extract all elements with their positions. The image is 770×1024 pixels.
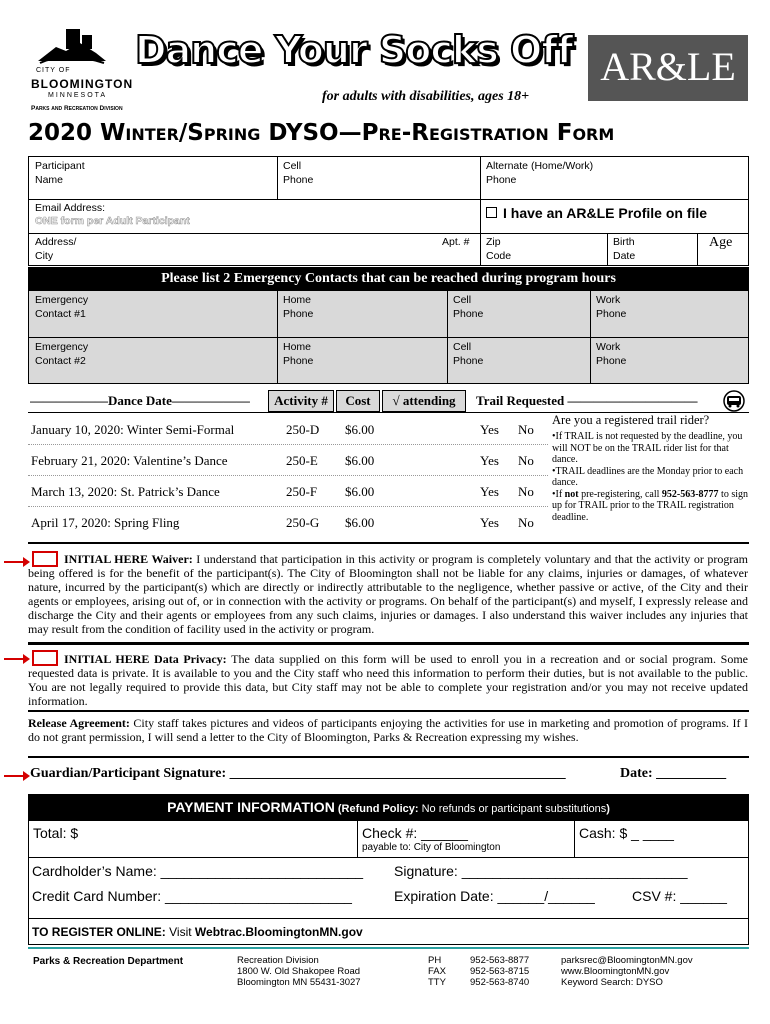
emergency-2-work-phone[interactable]: Work Phone (596, 341, 627, 367)
footer-email-link[interactable]: parksrec@BloomingtonMN.gov (561, 955, 693, 966)
dance-date: January 10, 2020: Winter Semi-Formal (31, 422, 235, 437)
address-field[interactable]: Address/ City (35, 236, 77, 262)
signature-arrow (4, 775, 28, 777)
cell-phone-field[interactable]: Cell Phone (283, 160, 314, 186)
checkbox-icon[interactable] (486, 207, 497, 218)
trail-note-2: •TRAIL deadlines are the Monday prior to each dance. (552, 465, 744, 488)
footer-phone-labels: PH FAX TTY (428, 955, 446, 988)
trail-no[interactable]: No (518, 515, 534, 530)
trail-note-1: •If TRAIL is not requested by the deadline, you will NOT be on the TRAIL rider list for that dance. (552, 431, 743, 465)
dance-cost: $6.00 (345, 515, 375, 530)
payment-section (28, 820, 749, 945)
arle-logo (588, 35, 748, 101)
apt-field[interactable]: Apt. # (442, 236, 470, 248)
email-field[interactable]: Email Address: (35, 202, 106, 214)
csv-field[interactable]: CSV #: ______ (632, 888, 727, 904)
birth-date-field[interactable]: Birth Date (613, 236, 636, 262)
age-field[interactable]: Age (709, 235, 733, 250)
emergency-section (28, 290, 749, 384)
release-text: Release Agreement: City staff takes pictures and videos of participants enjoying the activities for use in marketing and promotion of programs. If I do not grant permission, I will send a letter to the City of Bloomington, Parks & Recreation expressing my wishes. (28, 716, 748, 744)
dance-date: March 13, 2020: St. Patrick’s Dance (31, 484, 220, 499)
guardian-signature-field[interactable]: Guardian/Participant Signature: ________________________________________________ (30, 766, 566, 781)
waiver-arrow (4, 561, 28, 563)
dyso-title: Dance Your Socks Off (135, 28, 573, 72)
header-activity: Activity # (268, 390, 334, 412)
dance-row[interactable] (28, 445, 548, 476)
dance-activity: 250-D (286, 422, 320, 437)
one-form-note: ONE form per Adult Participant (35, 215, 190, 227)
form-title: 2020 Winter/Spring DYSO—Pre-Registration Form (28, 120, 615, 146)
dance-activity: 250-G (286, 515, 320, 530)
credit-card-number-field[interactable]: Credit Card Number: ________________________ (32, 888, 352, 904)
trail-yes[interactable]: Yes (480, 422, 499, 437)
privacy-text: INITIAL HERE Data Privacy: The data supplied on this form will be used to enroll you in a recreation and or social program. Some requested data is private. It is available to you and the City staff who need this information to perform their duties, but is not available to the public. You are not legally required to provide this data, but City staff may not be able to complete your registration and/or you may not receive updated information. (28, 652, 748, 708)
trail-yes[interactable]: Yes (480, 484, 499, 499)
dance-row[interactable] (28, 476, 548, 507)
header-trail: Trail Requested —————————— (476, 393, 698, 408)
trail-yes[interactable]: Yes (480, 515, 499, 530)
arle-logo-text: AR&LE (600, 44, 736, 89)
emergency-1-home-phone[interactable]: Home Phone (283, 294, 314, 320)
header-dance-date: ——————Dance Date—————— (30, 393, 250, 408)
city-of-label: CITY OF (36, 67, 71, 74)
arle-profile-checkbox[interactable]: I have an AR&LE Profile on file (486, 205, 707, 221)
emergency-heading: Please list 2 Emergency Contacts that can be reached during program hours (28, 267, 749, 290)
footer-dept: Parks & Recreation Department (33, 956, 184, 967)
cash-field[interactable]: Cash: $ _ ____ (579, 825, 674, 841)
footer-rule (28, 947, 749, 949)
trail-no[interactable]: No (518, 484, 534, 499)
trail-no[interactable]: No (518, 453, 534, 468)
trail-question: Are you a registered trail rider? (552, 413, 710, 427)
register-online: TO REGISTER ONLINE: Visit Webtrac.BloomingtonMN.gov (32, 925, 363, 939)
city-name: BLOOMINGTON (31, 77, 134, 91)
emergency-contact-2-field[interactable]: Emergency Contact #2 (35, 341, 89, 367)
dance-date: February 21, 2020: Valentine’s Dance (31, 453, 228, 468)
emergency-1-work-phone[interactable]: Work Phone (596, 294, 627, 320)
trail-note-3: •If not pre-registering, call 952-563-8777 to sign up for TRAIL prior to the TRAIL registration deadline. (552, 488, 748, 523)
zip-field[interactable]: Zip Code (486, 236, 512, 262)
footer-phones: 952-563-8877 952-563-8715 952-563-8740 (470, 955, 530, 988)
header-attending: √ attending (382, 390, 466, 412)
privacy-label: INITIAL HERE Data Privacy: (64, 652, 227, 666)
dyso-subtitle: for adults with disabilities, ages 18+ (322, 89, 530, 104)
card-signature-field[interactable]: Signature: _____________________________ (394, 863, 688, 879)
dance-row[interactable] (28, 507, 548, 538)
alternate-phone-field[interactable]: Alternate (Home/Work) Phone (486, 160, 594, 186)
check-number-field[interactable]: Check #: ______ (362, 825, 468, 841)
release-label: Release Agreement: (28, 716, 130, 730)
emergency-2-home-phone[interactable]: Home Phone (283, 341, 314, 367)
cardholder-name-field[interactable]: Cardholder’s Name: __________________________ (32, 863, 364, 879)
dance-cost: $6.00 (345, 484, 375, 499)
dance-activity: 250-E (286, 453, 318, 468)
footer-web-link[interactable]: www.BloomingtonMN.gov (561, 966, 670, 977)
dance-cost: $6.00 (345, 422, 375, 437)
expiration-date-field[interactable]: Expiration Date: ______/______ (394, 888, 595, 904)
dance-cost: $6.00 (345, 453, 375, 468)
participant-name-field[interactable]: Participant Name (35, 160, 85, 186)
bloomington-logo (28, 25, 133, 115)
signature-date-field[interactable]: Date: __________ (620, 766, 727, 781)
dance-row[interactable] (28, 414, 548, 445)
participant-section (28, 156, 749, 266)
dance-date: April 17, 2020: Spring Fling (31, 515, 180, 530)
trail-yes[interactable]: Yes (480, 453, 499, 468)
waiver-text: INITIAL HERE Waiver: I understand that participation in this activity or program is completely voluntary and that the activity or program being offered is for the benefit of the participant(s). The City of Bloomington shall not be liable for any claims, injuries or damages, of whatever nature, incurred by the participant(s) which are directly or indirectly attributable to the negligence, whether passive or active, of the City and their agents or employees, arising out of, or in connection with the activity or programs. On behalf of the participant(s) and myself, I expressly release and discharge the City and their agents or employees from any such claims, injuries or damages. I also understand this waiver includes any injuries that may result from the condition of facility used in the activity or program. (28, 552, 748, 636)
footer-address: Recreation Division 1800 W. Old Shakopee Road Bloomington MN 55431-3027 (237, 955, 361, 988)
webtrac-link[interactable]: Webtrac.BloomingtonMN.gov (194, 925, 363, 939)
privacy-arrow (4, 658, 28, 660)
emergency-2-cell-phone[interactable]: Cell Phone (453, 341, 484, 367)
header-cost: Cost (336, 390, 380, 412)
emergency-1-cell-phone[interactable]: Cell Phone (453, 294, 484, 320)
trail-notes (552, 431, 748, 523)
state-label: MINNESOTA (48, 92, 108, 99)
payment-heading: PAYMENT INFORMATION (Refund Policy: No refunds or participant substitutions) (28, 794, 749, 820)
waiver-label: INITIAL HERE Waiver: (64, 552, 193, 566)
dance-activity: 250-F (286, 484, 318, 499)
total-field[interactable]: Total: $ (33, 825, 79, 841)
emergency-contact-1-field[interactable]: Emergency Contact #1 (35, 294, 89, 320)
payable-to-note: payable to: City of Bloomington (362, 842, 501, 853)
bus-icon (723, 390, 745, 412)
footer-contact: parksrec@BloomingtonMN.gov www.BloomingtonMN.gov Keyword Search: DYSO (561, 955, 693, 988)
dance-table-header (28, 390, 749, 412)
trail-no[interactable]: No (518, 422, 534, 437)
division-label: Parks and Recreation Division (31, 105, 123, 112)
city-skyline-icon (36, 25, 106, 65)
